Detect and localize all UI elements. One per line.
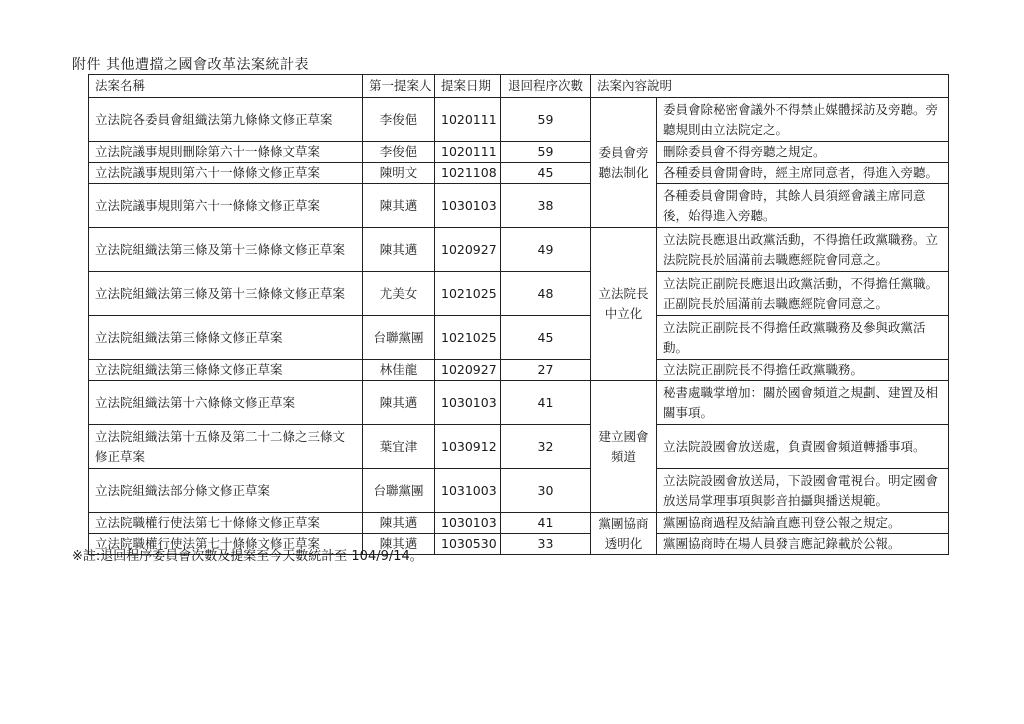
proposal-date: 1030912 bbox=[435, 425, 501, 469]
proposer: 陳其邁 bbox=[363, 228, 435, 272]
proposer: 陳其邁 bbox=[363, 184, 435, 228]
bill-name: 立法院組織法第三條條文修正草案 bbox=[89, 316, 363, 360]
header-date: 提案日期 bbox=[435, 75, 501, 98]
header-row bbox=[89, 75, 949, 98]
proposal-date: 1021025 bbox=[435, 316, 501, 360]
table-row bbox=[89, 425, 949, 469]
description: 立法院正副院長應退出政黨活動，不得擔任黨職。正副院長於屆滿前去職應經院會同意之。 bbox=[657, 272, 949, 316]
description: 委員會除秘密會議外不得禁止媒體採訪及旁聽。旁聽規則由立法院定之。 bbox=[657, 98, 949, 142]
proposal-date: 1030103 bbox=[435, 381, 501, 425]
bill-name: 立法院議事規則刪除第六十一條條文草案 bbox=[89, 142, 363, 163]
description: 立法院設國會放送處，負責國會頻道轉播事項。 bbox=[657, 425, 949, 469]
footnote: ※註:退回程序委員會次數及提案至今天數統計至 104/9/14。 bbox=[72, 549, 423, 564]
proposer: 陳明文 bbox=[363, 163, 435, 184]
bill-name: 立法院職權行使法第七十條條文修正草案 bbox=[89, 534, 363, 555]
bill-name: 立法院組織法第三條及第十三條條文修正草案 bbox=[89, 228, 363, 272]
description: 立法院設國會放送局，下設國會電視台。明定國會放送局掌理事項與影音拍攝與播送規範。 bbox=[657, 469, 949, 513]
bill-statistics-table bbox=[88, 74, 949, 555]
bill-name: 立法院議事規則第六十一條條文修正草案 bbox=[89, 163, 363, 184]
description: 立法院正副院長不得擔任政黨職務。 bbox=[657, 360, 949, 381]
proposal-date: 1020927 bbox=[435, 228, 501, 272]
return-count: 59 bbox=[501, 142, 591, 163]
proposal-date: 1030103 bbox=[435, 184, 501, 228]
table-row bbox=[89, 360, 949, 381]
table-row bbox=[89, 142, 949, 163]
return-count: 30 bbox=[501, 469, 591, 513]
bill-name: 立法院組織法部分條文修正草案 bbox=[89, 469, 363, 513]
category-cell: 建立國會頻道 bbox=[591, 381, 657, 513]
proposer: 李俊俋 bbox=[363, 98, 435, 142]
return-count: 49 bbox=[501, 228, 591, 272]
return-count: 41 bbox=[501, 513, 591, 534]
proposal-date: 1020927 bbox=[435, 360, 501, 381]
proposal-date: 1030103 bbox=[435, 513, 501, 534]
bill-name: 立法院組織法第十五條及第二十二條之三條文修正草案 bbox=[89, 425, 363, 469]
return-count: 38 bbox=[501, 184, 591, 228]
table-row bbox=[89, 513, 949, 534]
proposal-date: 1020111 bbox=[435, 98, 501, 142]
header-proposer: 第一提案人 bbox=[363, 75, 435, 98]
description: 立法院正副院長不得擔任政黨職務及參與政黨活動。 bbox=[657, 316, 949, 360]
return-count: 45 bbox=[501, 163, 591, 184]
table-row bbox=[89, 381, 949, 425]
description: 立法院長應退出政黨活動，不得擔任政黨職務。立法院院長於屆滿前去職應經院會同意之。 bbox=[657, 228, 949, 272]
category-cell: 立法院長中立化 bbox=[591, 228, 657, 381]
return-count: 41 bbox=[501, 381, 591, 425]
table-row bbox=[89, 163, 949, 184]
proposer: 葉宜津 bbox=[363, 425, 435, 469]
proposal-date: 1030530 bbox=[435, 534, 501, 555]
proposer: 台聯黨團 bbox=[363, 316, 435, 360]
header-content: 法案內容說明 bbox=[591, 75, 949, 98]
description: 各種委員會開會時，經主席同意者，得進入旁聽。 bbox=[657, 163, 949, 184]
proposal-date: 1020111 bbox=[435, 142, 501, 163]
bill-name: 立法院議事規則第六十一條條文修正草案 bbox=[89, 184, 363, 228]
description: 秘書處職掌增加：關於國會頻道之規劃、建置及相關事項。 bbox=[657, 381, 949, 425]
description: 黨團協商過程及結論直應刊登公報之規定。 bbox=[657, 513, 949, 534]
header-returns: 退回程序次數 bbox=[501, 75, 591, 98]
description: 黨團協商時在場人員發言應記錄載於公報。 bbox=[657, 534, 949, 555]
return-count: 32 bbox=[501, 425, 591, 469]
table-row bbox=[89, 228, 949, 272]
category-cell: 委員會旁聽法制化 bbox=[591, 98, 657, 228]
header-name: 法案名稱 bbox=[89, 75, 363, 98]
description: 刪除委員會不得旁聽之規定。 bbox=[657, 142, 949, 163]
bill-name: 立法院組織法第十六條條文修正草案 bbox=[89, 381, 363, 425]
return-count: 59 bbox=[501, 98, 591, 142]
table-row bbox=[89, 316, 949, 360]
table-row bbox=[89, 272, 949, 316]
return-count: 27 bbox=[501, 360, 591, 381]
return-count: 33 bbox=[501, 534, 591, 555]
proposal-date: 1021108 bbox=[435, 163, 501, 184]
description: 各種委員會開會時，其餘人員須經會議主席同意後，始得進入旁聽。 bbox=[657, 184, 949, 228]
table-row bbox=[89, 98, 949, 142]
table-row bbox=[89, 469, 949, 513]
bill-name: 立法院職權行使法第七十條條文修正草案 bbox=[89, 513, 363, 534]
category-cell: 黨團協商透明化 bbox=[591, 513, 657, 555]
proposer: 林佳龍 bbox=[363, 360, 435, 381]
document-title: 附件 其他遭擋之國會改革法案統計表 bbox=[72, 57, 309, 73]
return-count: 48 bbox=[501, 272, 591, 316]
proposer: 尤美女 bbox=[363, 272, 435, 316]
bill-name: 立法院組織法第三條條文修正草案 bbox=[89, 360, 363, 381]
return-count: 45 bbox=[501, 316, 591, 360]
table-row bbox=[89, 184, 949, 228]
proposer: 陳其邁 bbox=[363, 381, 435, 425]
proposer: 台聯黨團 bbox=[363, 469, 435, 513]
proposer: 陳其邁 bbox=[363, 534, 435, 555]
proposer: 陳其邁 bbox=[363, 513, 435, 534]
proposal-date: 1021025 bbox=[435, 272, 501, 316]
proposer: 李俊俋 bbox=[363, 142, 435, 163]
bill-name: 立法院各委員會組織法第九條條文修正草案 bbox=[89, 98, 363, 142]
bill-name: 立法院組織法第三條及第十三條條文修正草案 bbox=[89, 272, 363, 316]
proposal-date: 1031003 bbox=[435, 469, 501, 513]
